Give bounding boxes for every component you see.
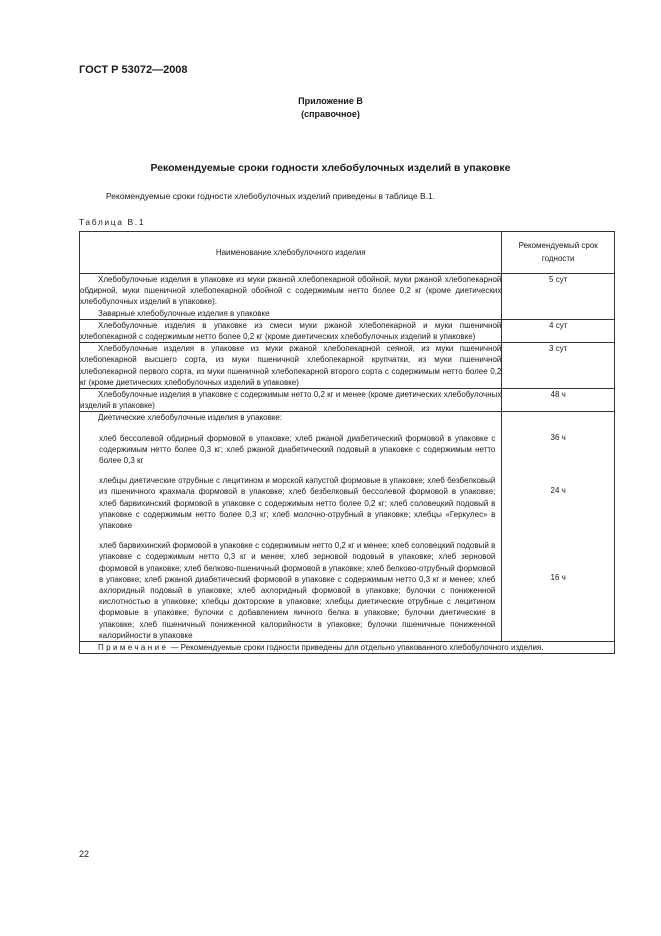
section-title: Рекомендуемые сроки годности хлебобулочных изделий в упаковке bbox=[150, 162, 511, 174]
diet-item: хлеб барвихинский формовой в упаковке с содержимым нетто 0,2 кг и менее; хлеб соловецкий подовый в упаковке с содержимым нетто 0,3 кг и менее; хлеб зерновой подовый в упаковке; хлеб зерновой формовой в упаковке; хлеб белково-пшеничный формовой в упаковке; хлеб белково-отрубный формовой в упаковке; хлеб ржаной диабетический формовой в упаковке с содержимым нетто 0,3 кг и менее; хлеб ахлоридный подовый в упаковке; хлеб ахлоридный формовой в упаковке; булочки с пониженной кислотностью в упаковке; хлебцы докторские в упаковке; хлебцы диетические отрубные с лецитином формовые в упаковке; булочки с добавлением яичного белка в упаковке; булочки диетические в упаковке; хлеб пшеничный пониженной калорийности в упаковке; булочки пшеничные пониженной калорийности в упаковке bbox=[99, 541, 496, 640]
diet-term: 24 ч bbox=[550, 486, 566, 496]
shelf-life-cell: 4 сут bbox=[502, 319, 615, 342]
shelf-life-cell: 3 сут bbox=[502, 343, 615, 389]
note-label: Примечание bbox=[98, 643, 169, 653]
table-note bbox=[80, 642, 615, 654]
table-label: Таблица В.1 bbox=[79, 217, 146, 227]
table-header-row bbox=[80, 232, 615, 274]
shelf-life-table bbox=[79, 231, 615, 654]
shelf-life-cell: 48 ч bbox=[502, 389, 615, 412]
diet-heading: Диетические хлебобулочные изделия в упаковке: bbox=[98, 413, 283, 423]
document-header: ГОСТ Р 53072—2008 bbox=[79, 64, 188, 76]
diet-products-cell bbox=[80, 412, 502, 642]
diet-term: 16 ч bbox=[550, 573, 566, 583]
product-cell: Хлебобулочные изделия в упаковке из муки ржаной хлебопекарной сеяной, из муки пшеничной хлебопекарной высшего сорта, из муки пшеничной хлебопекарной крупчатки, из муки пшеничной хлебопекарной первого сорта, из муки пшеничной хлебопекарной второго сорта с содержимым нетто более 0,2 кг (кроме диетических хлебобулочных изделий в упаковке) bbox=[80, 344, 502, 387]
table-note-row bbox=[80, 642, 615, 654]
table-row-diet bbox=[80, 412, 615, 642]
table-row bbox=[80, 389, 615, 412]
shelf-life-cell: 5 сут bbox=[502, 274, 615, 320]
table-row bbox=[80, 319, 615, 342]
page-number: 22 bbox=[79, 849, 90, 859]
diet-terms-cell bbox=[502, 412, 615, 642]
diet-item: хлеб бессолевой обдирный формовой в упаковке; хлеб ржаной диабетический формовой в упаковке с содержимым нетто более 0,3 кг; хлеб ржаной диабетический подовый в упаковке с содержимым нетто более 0,3 кг bbox=[99, 433, 496, 466]
product-cell: Хлебобулочные изделия в упаковке из муки ржаной хлебопекарной обойной, муки ржаной хлебопекарной обдирной, муки пшеничной хлебопекарной обойной с содержимым нетто более 0,2 кг (кроме диетических хлебобулочных изделий в упаковке). Заварные хлебобулочные изделия в упаковке bbox=[80, 275, 502, 318]
product-cell: Хлебобулочные изделия в упаковке с содержимым нетто 0,2 кг и менее (кроме диетических хлебобулочных изделий в упаковке) bbox=[80, 390, 502, 411]
intro-text: Рекомендуемые сроки годности хлебобулочных изделий приведены в таблице В.1. bbox=[106, 191, 436, 201]
appendix-heading bbox=[0, 95, 661, 121]
header-shelf-life: Рекомендуемый срок годности bbox=[502, 232, 615, 274]
table-row bbox=[80, 343, 615, 389]
appendix-title: Приложение В bbox=[298, 96, 363, 106]
diet-item: хлебцы диетические отрубные с лецитином и морской капустой формовые в упаковке; хлеб безбелковый из пшеничного крахмала формовой в упаковке; хлеб безбелковый бессолевой формовой в упаковке; хлеб барвихинский формовой в упаковке с содержимым нетто более 0,2 кг; хлеб соловецкий подовый в упаковке с содержимым нетто более 0,3 кг; хлеб молочно-отрубный в упаковке; хлебцы «Геркулес» в упаковке bbox=[99, 476, 496, 531]
product-cell: Хлебобулочные изделия в упаковке из смеси муки ржаной хлебопекарной и муки пшеничной хлебопекарной с содержимым нетто более 0,2 кг (кроме диетических хлебобулочных изделий в упаковке) bbox=[80, 320, 502, 342]
diet-term: 36 ч bbox=[550, 433, 566, 443]
header-product-name: Наименование хлебобулочного изделия bbox=[80, 232, 502, 274]
table-row bbox=[80, 274, 615, 320]
appendix-subtitle: (справочное) bbox=[301, 109, 360, 119]
note-text: — Рекомендуемые сроки годности приведены для отдельно упакованного хлебобулочного изделия. bbox=[168, 643, 544, 653]
